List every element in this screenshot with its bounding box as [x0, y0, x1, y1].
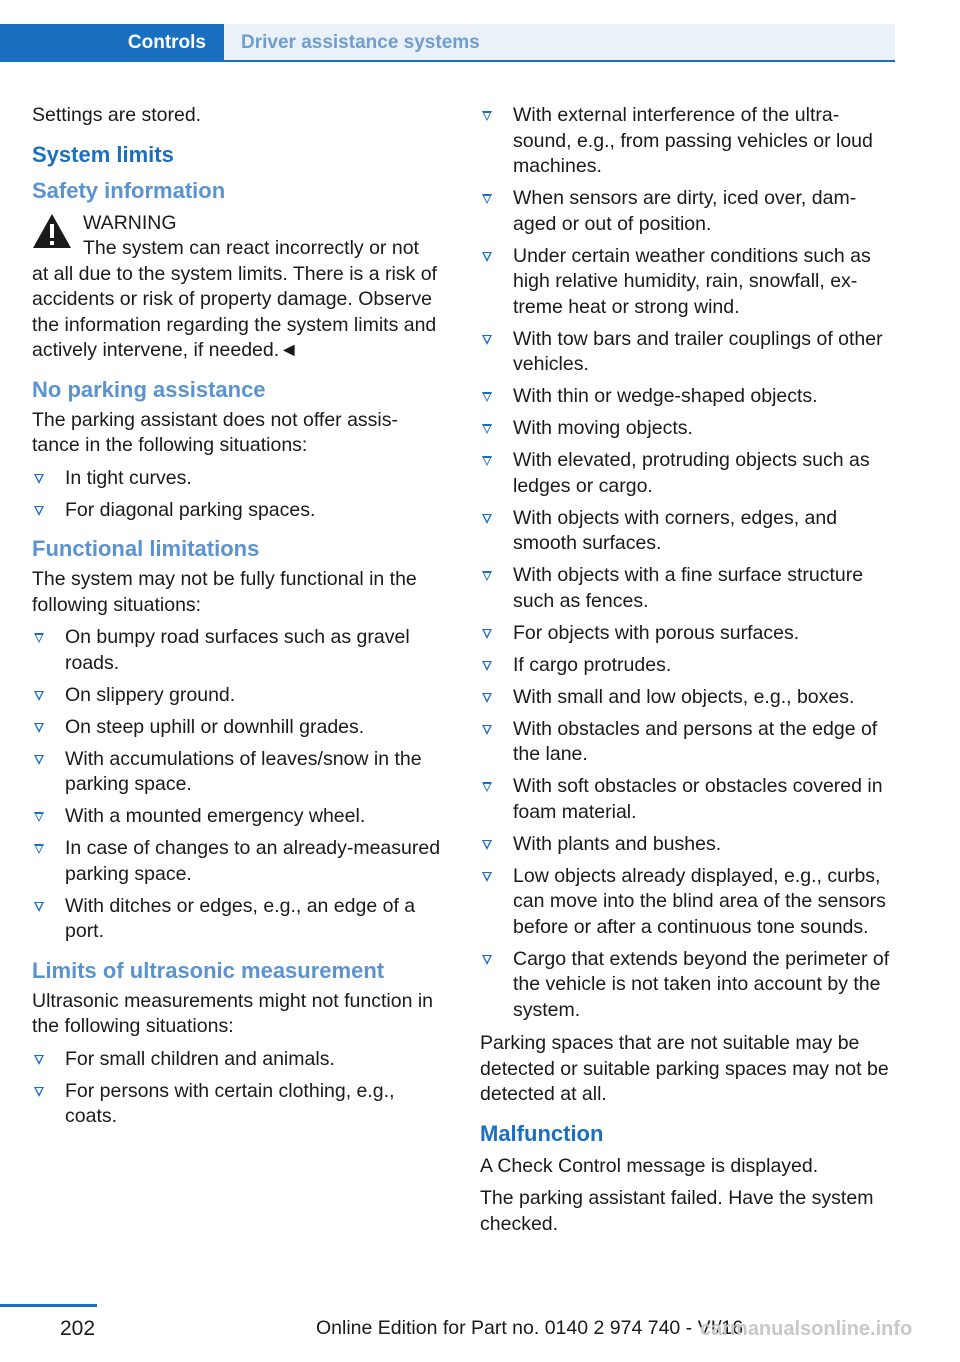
left-column [32, 103, 450, 1138]
bullet-triangle-icon [482, 693, 492, 703]
bullet-triangle-icon [482, 955, 492, 965]
list-item: With accumulations of leaves/snow in the parking space. [32, 747, 450, 798]
list-item: With objects with corners, edges, and smooth surfaces. [480, 506, 898, 557]
no-parking-text: The parking assistant does not offer assis‐ tance in the following situations: [32, 408, 398, 456]
list-item: Low objects already displayed, e.g., curbs, can move into the blind area of the sensors before or after a continuous tone sounds. [480, 864, 898, 941]
no-parking-list [32, 466, 450, 524]
list-item: For diagonal parking spaces. [32, 498, 450, 524]
bullet-triangle-icon [482, 571, 492, 581]
warning-triangle-icon [32, 213, 72, 249]
list-item: With ditches or edges, e.g., an edge of a port. [32, 894, 450, 945]
list-item: On steep uphill or downhill grades. [32, 715, 450, 741]
functional-text: The system may not be fully functional in the following situations: [32, 568, 417, 616]
bullet-triangle-icon [34, 902, 44, 912]
warning-block [32, 211, 450, 364]
bullet-triangle-icon [482, 111, 492, 121]
list-item: With elevated, protruding objects such as ledges or cargo. [480, 448, 898, 499]
bullet-triangle-icon [482, 194, 492, 204]
list-item: With tow bars and trailer couplings of other vehicles. [480, 327, 898, 378]
bullet-triangle-icon [34, 1087, 44, 1097]
list-item: With objects with a fine surface structure such as fences. [480, 563, 898, 614]
list-item: For objects with porous surfaces. [480, 621, 898, 647]
heading-system-limits: System limits [32, 141, 174, 167]
list-item: With external interference of the ultra‐ sound, e.g., from passing vehicles or loud machines. [480, 103, 898, 180]
unsuitable-spaces-text: Parking spaces that are not suitable may be detected or suitable parking spaces may not be detected at all. [480, 1032, 889, 1105]
bullet-triangle-icon [34, 474, 44, 484]
list-item: With moving objects. [480, 416, 898, 442]
bullet-triangle-icon [482, 456, 492, 466]
list-item: With plants and bushes. [480, 832, 898, 858]
bullet-triangle-icon [34, 755, 44, 765]
bullet-triangle-icon [34, 691, 44, 701]
list-item: With thin or wedge-shaped objects. [480, 384, 898, 410]
page-header [0, 24, 895, 62]
list-item: With a mounted emergency wheel. [32, 804, 450, 830]
edition-text: Online Edition for Part no. 0140 2 974 740 - VI/16 [316, 1317, 744, 1339]
ultrasonic-list-continued [480, 103, 898, 1023]
list-item: For persons with certain clothing, e.g., coats. [32, 1079, 450, 1130]
bullet-triangle-icon [482, 840, 492, 850]
header-rule [0, 60, 895, 62]
bullet-triangle-icon [482, 514, 492, 524]
list-item: When sensors are dirty, iced over, dam‐ aged or out of position. [480, 186, 898, 237]
chapter-tab: Controls [0, 24, 224, 62]
list-item: With soft obstacles or obstacles covered in foam material. [480, 774, 898, 825]
warning-text-first-line: The system can react incorrectly or not [83, 237, 419, 259]
ultrasonic-text: Ultrasonic measurements might not function in the following situations: [32, 989, 434, 1037]
list-item: If cargo protrudes. [480, 653, 898, 679]
warning-text: at all due to the system limits. There is a risk of accidents or risk of property damage. Observe the information regarding the system limits and actively intervene, if needed.◄ [32, 262, 437, 361]
heading-ultrasonic-limits: Limits of ultrasonic measurement [32, 957, 385, 983]
list-item: Under certain weather conditions such as high relative humidity, rain, snowfall, ex‐ treme heat or strong wind. [480, 244, 898, 321]
list-item: With obstacles and persons at the edge of the lane. [480, 717, 898, 768]
heading-malfunction: Malfunction [480, 1120, 604, 1146]
bullet-triangle-icon [34, 723, 44, 733]
bullet-triangle-icon [482, 629, 492, 639]
malfunction-text-1: A Check Control message is displayed. [480, 1154, 819, 1177]
bullet-triangle-icon [482, 424, 492, 434]
bullet-triangle-icon [482, 335, 492, 345]
bullet-triangle-icon [34, 844, 44, 854]
list-item: On slippery ground. [32, 683, 450, 709]
bullet-triangle-icon [482, 661, 492, 671]
bullet-triangle-icon [482, 872, 492, 882]
ultrasonic-list [32, 1047, 450, 1130]
bullet-triangle-icon [482, 252, 492, 262]
bullet-triangle-icon [34, 1055, 44, 1065]
bullet-triangle-icon [482, 782, 492, 792]
list-item: In case of changes to an already-measured parking space. [32, 836, 450, 887]
bullet-triangle-icon [34, 812, 44, 822]
bullet-triangle-icon [34, 633, 44, 643]
intro-text: Settings are stored. [32, 104, 202, 126]
heading-functional-limitations: Functional limitations [32, 536, 260, 561]
watermark: carmanualsonline.info [700, 1318, 913, 1340]
bullet-triangle-icon [482, 725, 492, 735]
list-item: Cargo that extends beyond the perimeter of the vehicle is not taken into account by the system. [480, 947, 898, 1024]
page-number: 202 [60, 1317, 96, 1340]
bullet-triangle-icon [34, 506, 44, 516]
list-item: For small children and animals. [32, 1047, 450, 1073]
list-item: With small and low objects, e.g., boxes. [480, 685, 898, 711]
functional-list [32, 625, 450, 945]
right-column [480, 103, 898, 1244]
heading-safety-information: Safety information [32, 177, 226, 203]
warning-label: WARNING [83, 211, 177, 234]
list-item: In tight curves. [32, 466, 450, 492]
malfunction-text-2: The parking assistant failed. Have the system checked. [480, 1187, 874, 1235]
section-tab: Driver assistance systems [224, 24, 895, 62]
bullet-triangle-icon [482, 392, 492, 402]
heading-no-parking-assistance: No parking assistance [32, 376, 266, 402]
footer-rule [0, 1304, 97, 1307]
list-item: On bumpy road surfaces such as gravel roads. [32, 625, 450, 676]
